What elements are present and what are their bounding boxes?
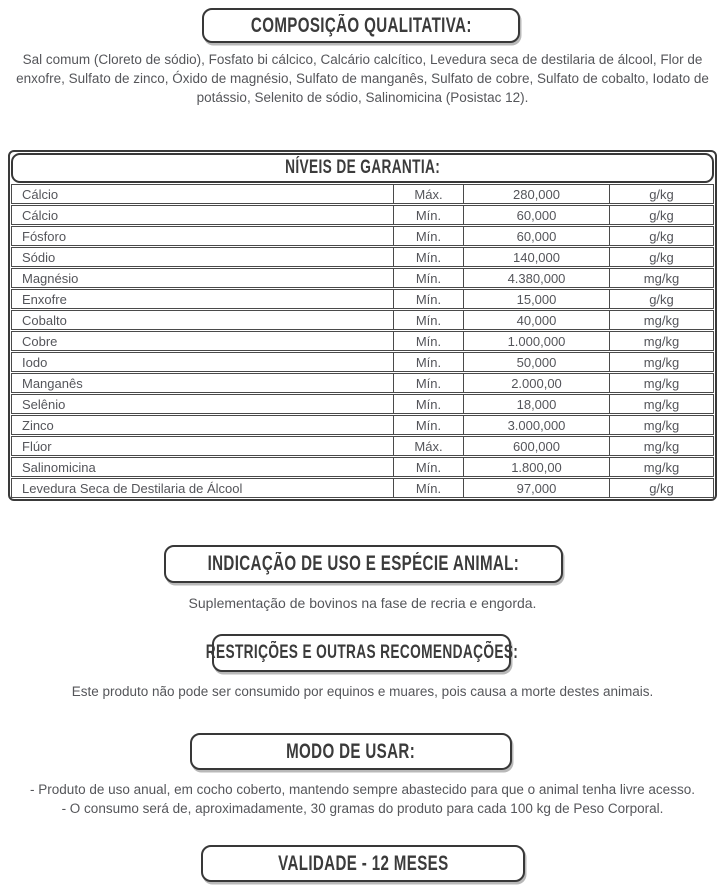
- row-level-type: Máx.: [393, 185, 463, 203]
- table-row: [11, 289, 714, 309]
- row-value: 1.800,00: [463, 458, 609, 476]
- row-nutrient-name: Sódio: [22, 249, 56, 265]
- indication-text: Suplementação de bovinos na fase de recria e engorda.: [188, 595, 537, 611]
- row-level-type: Mín.: [393, 458, 463, 476]
- indication-title: INDICAÇÃO DE USO E ESPÉCIE ANIMAL:: [207, 552, 520, 575]
- row-nutrient-name: Zinco: [22, 417, 54, 433]
- usage-title-box: [190, 733, 512, 770]
- row-level-type: Mín.: [393, 227, 463, 245]
- row-unit: mg/kg: [609, 332, 713, 350]
- row-level-type: Mín.: [393, 332, 463, 350]
- table-row: [11, 226, 714, 246]
- table-row: [11, 268, 714, 288]
- row-unit: g/kg: [609, 227, 713, 245]
- table-row: [11, 331, 714, 351]
- composition-text: Sal comum (Cloreto de sódio), Fosfato bi cálcico, Calcário calcítico, Levedura seca de destilaria de álcool, Flor de enxofre, Sulfato de zinco, Óxido de magnésio, Sulfato de manganês, Sulfato de cobre, Sulfato de cobalto, Iodato de potássio, Selenito de sódio, Salinomicina (Posistac 12).: [16, 52, 709, 105]
- row-value: 50,000: [463, 353, 609, 371]
- usage-line-1: - Produto de uso anual, em cocho coberto, mantendo sempre abastecido para que o animal tenha livre acesso.: [30, 782, 695, 797]
- row-unit: mg/kg: [609, 437, 713, 455]
- row-nutrient-name: Salinomicina: [22, 459, 96, 475]
- restrictions-title-box: [205, 634, 518, 672]
- table-row: [11, 478, 714, 498]
- table-row: [11, 247, 714, 267]
- composition-title: COMPOSIÇÃO QUALITATIVA:: [250, 13, 472, 37]
- row-unit: g/kg: [609, 290, 713, 308]
- indication-title-box: [164, 545, 563, 583]
- row-nutrient-name: Levedura Seca de Destilaria de Álcool: [22, 480, 243, 496]
- row-level-type: Mín.: [393, 353, 463, 371]
- table-row: [11, 436, 714, 456]
- row-level-type: Mín.: [393, 416, 463, 434]
- row-value: 97,000: [463, 479, 609, 497]
- row-unit: g/kg: [609, 185, 713, 203]
- row-level-type: Mín.: [393, 269, 463, 287]
- table-row: [11, 394, 714, 414]
- row-level-type: Mín.: [393, 479, 463, 497]
- row-unit: g/kg: [609, 206, 713, 224]
- table-row: [11, 457, 714, 477]
- row-value: 3.000,000: [463, 416, 609, 434]
- row-level-type: Mín.: [393, 290, 463, 308]
- row-nutrient-name: Selênio: [22, 396, 66, 412]
- row-value: 2.000,00: [463, 374, 609, 392]
- usage-title: MODO DE USAR:: [286, 739, 416, 763]
- row-nutrient-name: Iodo: [22, 354, 48, 370]
- row-value: 1.000,000: [463, 332, 609, 350]
- row-level-type: Mín.: [393, 206, 463, 224]
- row-nutrient-name: Enxofre: [22, 291, 67, 307]
- row-value: 280,000: [463, 185, 609, 203]
- row-nutrient-name: Flúor: [22, 438, 52, 454]
- row-unit: mg/kg: [609, 353, 713, 371]
- row-value: 4.380,000: [463, 269, 609, 287]
- row-nutrient-name: Manganês: [22, 375, 83, 391]
- row-level-type: Mín.: [393, 395, 463, 413]
- row-nutrient-name: Cálcio: [22, 186, 59, 202]
- composition-title-box: [202, 8, 520, 43]
- row-unit: mg/kg: [609, 374, 713, 392]
- row-nutrient-name: Cobre: [22, 333, 58, 349]
- row-unit: mg/kg: [609, 311, 713, 329]
- row-value: 600,000: [463, 437, 609, 455]
- restrictions-title: RESTRIÇÕES E OUTRAS RECOMENDAÇÕES:: [205, 642, 518, 663]
- table-row: [11, 373, 714, 393]
- restrictions-text: Este produto não pode ser consumido por equinos e muares, pois causa a morte destes animais.: [71, 684, 654, 699]
- row-level-type: Mín.: [393, 311, 463, 329]
- row-nutrient-name: Cobalto: [22, 312, 67, 328]
- table-row: [11, 310, 714, 330]
- row-unit: g/kg: [609, 479, 713, 497]
- row-level-type: Mín.: [393, 248, 463, 266]
- row-unit: mg/kg: [609, 416, 713, 434]
- row-unit: mg/kg: [609, 269, 713, 287]
- validity-title-box: [201, 845, 525, 882]
- row-level-type: Máx.: [393, 437, 463, 455]
- row-value: 15,000: [463, 290, 609, 308]
- row-value: 40,000: [463, 311, 609, 329]
- row-nutrient-name: Magnésio: [22, 270, 79, 286]
- row-unit: mg/kg: [609, 395, 713, 413]
- table-row: [11, 352, 714, 372]
- guarantee-title: NÍVEIS DE GARANTIA:: [284, 157, 441, 178]
- table-row: [11, 415, 714, 435]
- row-value: 60,000: [463, 206, 609, 224]
- row-value: 18,000: [463, 395, 609, 413]
- row-value: 140,000: [463, 248, 609, 266]
- row-nutrient-name: Fósforo: [22, 228, 67, 244]
- row-value: 60,000: [463, 227, 609, 245]
- table-row: [11, 205, 714, 225]
- row-nutrient-name: Cálcio: [22, 207, 59, 223]
- guarantee-table: [8, 150, 717, 501]
- usage-line-2: - O consumo será de, aproximadamente, 30 gramas do produto para cada 100 kg de Peso Corporal.: [61, 801, 664, 816]
- table-row: [11, 184, 714, 204]
- row-unit: g/kg: [609, 248, 713, 266]
- guarantee-table-body: [11, 184, 714, 498]
- guarantee-table-header: [11, 153, 714, 183]
- row-unit: mg/kg: [609, 458, 713, 476]
- row-level-type: Mín.: [393, 374, 463, 392]
- validity-title: VALIDADE - 12 MESES: [277, 851, 449, 875]
